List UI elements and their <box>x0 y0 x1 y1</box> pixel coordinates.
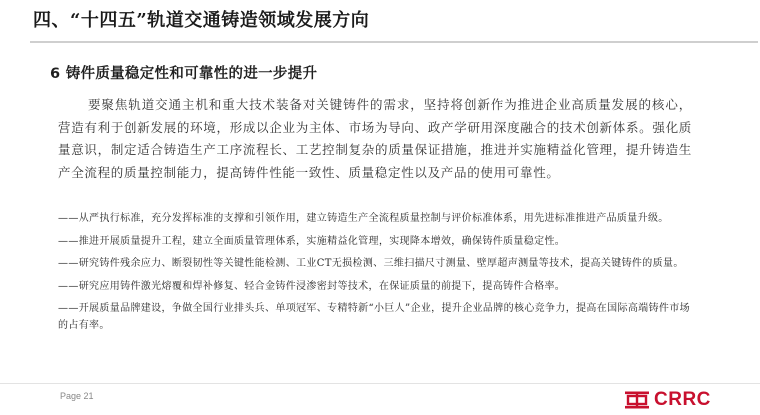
bullet-item-standards: ——从严执行标准，充分发挥标准的支撑和引领作用，建立铸造生产全流程质量控制与评价标准体系，用先进标准推进产品质量升级。 <box>58 213 669 224</box>
bullet-item-quality-project: ——推进开展质量提升工程，建立全面质量管理体系，实施精益化管理，实现降本增效，确保铸件质量稳定性。 <box>58 235 566 247</box>
bullet-item-testing: ——研究铸件残余应力、断裂韧性等关键性能检测、工业CT无损检测、三维扫描尺寸测量、壁厚超声测量等技术，提高关键铸件的质量。 <box>58 258 684 269</box>
subsection-title: 6 铸件质量稳定性和可靠性的进一步提升 <box>50 66 318 82</box>
bullet-item-brand: ——开展质量品牌建设，争做全国行业排头兵、单项冠军、专精特新“小巨人”企业，提升企业品牌的核心竞争力，提高在国际高端铸件市场的占有率。 <box>58 303 690 331</box>
bullet-item-repair: ——研究应用铸件激光熔覆和焊补修复、轻合金铸件浸渗密封等技术，在保证质量的前提下，提高铸件合格率。 <box>58 280 566 292</box>
body-paragraph: 要聚焦轨道交通主机和重大技术装备对关键铸件的需求，坚持将创新作为推进企业高质量发展的核心，营造有利于创新发展的环境，形成以企业为主体、市场为导向、政产学研用深度融合的技术创新体系。强化质量意识，制定适合铸造生产工序流程长、工艺控制复杂的质量保证措施，推进并实施精益化管理，提升铸造生产全流程的质量控制能力，提高铸件性能一致性、质量稳定性以及产品的使用可靠性。 <box>58 97 692 180</box>
crrc-logo <box>624 388 711 412</box>
crrc-logo-icon <box>624 390 650 410</box>
logo-text: CRRC <box>654 389 711 410</box>
section-title: 四、“十四五”轨道交通铸造领域发展方向 <box>33 10 370 31</box>
page-number: Page 21 <box>60 391 94 401</box>
footer-divider <box>0 383 760 384</box>
title-divider <box>30 41 758 43</box>
bullet-list <box>58 211 698 340</box>
